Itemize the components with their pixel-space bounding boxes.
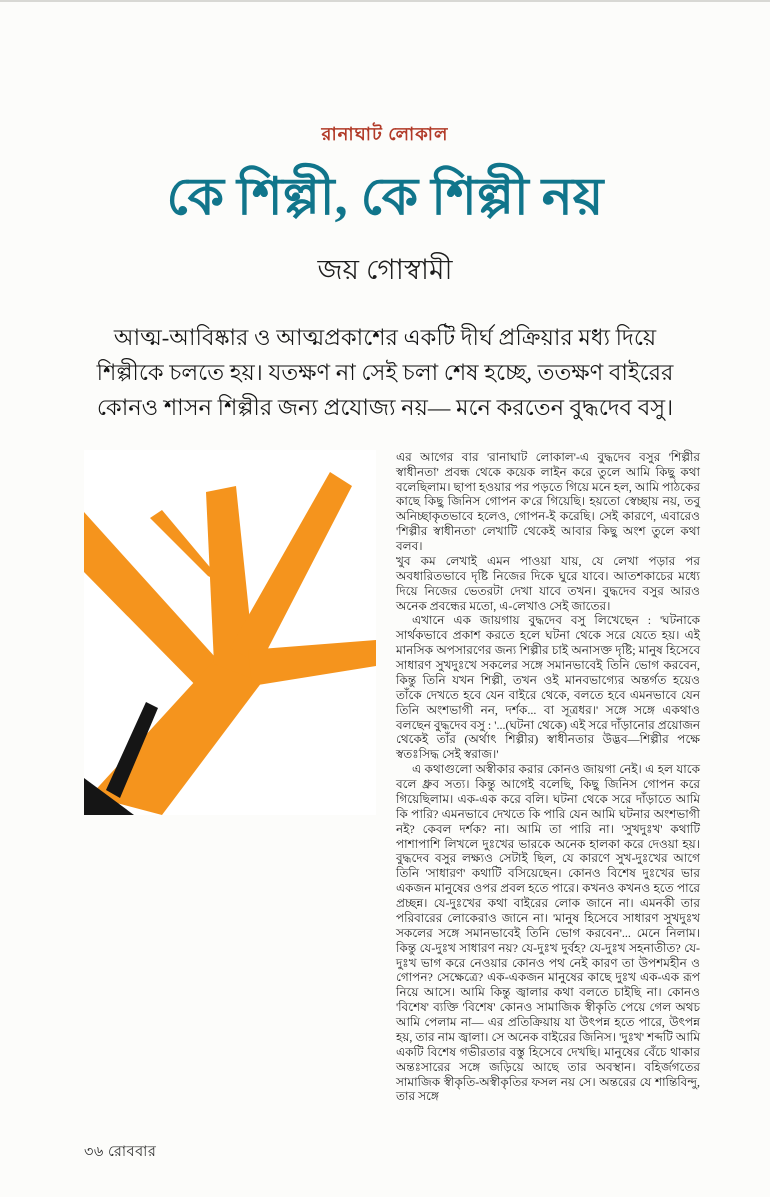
paragraph: এখানে এক জায়গায় বুদ্ধদেব বসু লিখেছেন : 'ঘটনাকে সার্থকভাবে প্রকাশ করতে হলে ঘটনা থেকে সরে যেতে হয়। এই মানসিক অপসারণের জন্য শিল্পীর চাই অনাসক্ত দৃষ্টি; মানুষ হিসেবে সাধারণ সুখদুঃখে সকলের সঙ্গে সমানভাবেই তিনি ভোগ করবেন, কিন্তু তিনি যখন শিল্পী, তখন ওই মানবভাগ্যের অন্তর্গত হয়েও তাঁকে দেখতে হবে যেন বাইরে থেকে, বলতে হবে এমনভাবে যেন তিনি অংশভাগী নন, দর্শক... বা সূত্রধর।' সঙ্গে সঙ্গে একথাও বলছেন বুদ্ধদেব বসু : '...(ঘটনা থেকে) এই সরে দাঁড়ানোর প্রয়োজন থেকেই তাঁর (অর্থাৎ শিল্পীর) স্বাধীনতার উদ্ভব—শিল্পীর পক্ষে স্বতঃসিদ্ধ সেই স্বরাজ।' (396, 613, 700, 762)
masthead (0, 2, 770, 426)
paragraph: এ কথাগুলো অস্বীকার করার কোনও জায়গা নেই। এ হল যাকে বলে ধ্রুব সত্য। কিন্তু আগেই বলেছি, কিছু জিনিস গোপন করে গিয়েছিলাম। এক-এক করে বলি। ঘটনা থেকে সরে দাঁড়াতে আমি কি পারি? এমনভাবে দেখতে কি পারি যেন আমি ঘটনার অংশভাগী নই? কেবল দর্শক? না। আমি তা পারি না। 'সুখদুঃখ' কথাটি পাশাপাশি লিখলে দুঃখের ভারকে অনেক হালকা করে দেওয়া হয়। বুদ্ধদেব বসুর লক্ষ্যও সেটাই ছিল, যে কারণে সুখ-দুঃখের আগে তিনি 'সাধারণ' কথাটি বসিয়েছেন। কোনও বিশেষ দুঃখের ভার একজন মানুষের ওপর প্রবল হতে পারে। কখনও কখনও হতে পারে প্রচ্ছন্ন। যে-দুঃখের কথা বাইরের লোক জানে না। এমনকী তার পরিবারের লোকেরাও জানে না। 'মানুষ হিসেবে সাধারণ সুখদুঃখ সকলের সঙ্গে সমানভাবেই তিনি ভোগ করবেন'... মেনে নিলাম। কিন্তু যে-দুঃখ সাধারণ নয়? যে-দুঃখ দুর্বহ? যে-দুঃখ সহনাতীত? যে-দুঃখ ভাগ করে নেওয়ার কোনও পথ নেই কারণ তা উপশমহীন ও গোপন? সেক্ষেত্রে? এক-একজন মানুষের কাছে দুঃখ এক-এক রূপ নিয়ে আসে। আমি কিন্তু জ্বালার কথা বলতে চাইছি না। কোনও 'বিশেষ' ব্যক্তি 'বিশেষ' কোনও সামাজিক স্বীকৃতি পেয়ে গেল অথচ আমি পেলাম না— এর প্রতিক্রিয়ায় যা উৎপন্ন হতে পারে, উৎপন্ন হয়, তার নাম জ্বালা। সে অনেক বাইরের জিনিস। 'দুঃখ' শব্দটি আমি একটি বিশেষ গভীরতার বস্তু হিসেবে দেখছি। মানুষের বেঁচে থাকার অন্তঃসারের সঙ্গে জড়িয়ে আছে তার অবস্থান। বহির্জগতের সামাজিক স্বীকৃতি-অস্বীকৃতির ফসল নয় সে। অন্তরের যে শান্তিবিন্দু, তার সঙ্গে (396, 762, 700, 1104)
orange-tree-branches-icon (84, 450, 376, 815)
illustration-column (84, 450, 376, 815)
author-byline: জয় গোস্বামী (317, 255, 453, 287)
section-kicker: রানাঘাট লোকাল (321, 124, 449, 144)
lede-paragraph: আত্ম-আবিষ্কার ও আত্মপ্রকাশের একটি দীর্ঘ প্রক্রিয়ার মধ্য দিয়ে শিল্পীকে চলতে হয়। যতক্ষণ না সেই চলা শেষ হচ্ছে, ততক্ষণ বাইরের কোনও শাসন শিল্পীর জন্য প্রযোজ্য নয়— মনে করতেন বুদ্ধদেব বসু। (96, 325, 674, 420)
article-body (0, 426, 770, 1105)
paragraph: এর আগের বার 'রানাঘাট লোকাল'-এ বুদ্ধদেব বসুর 'শিল্পীর স্বাধীনতা' প্রবন্ধ থেকে কয়েক লাইন করে তুলে আমি কিছু কথা বলেছিলাম। ছাপা হওয়ার পর পড়তে গিয়ে মনে হল, আমি পাঠকের কাছে কিছু জিনিস গোপন ক'রে গিয়েছি। হয়তো স্বেচ্ছায় নয়, তবু অনিচ্ছাকৃতভাবে হলেও, গোপন-ই করেছি। সেই কারণে, এবারেও 'শিল্পীর স্বাধীনতা' লেখাটি থেকেই আবার কিছু অংশ তুলে কথা বলব। (396, 449, 700, 554)
paragraph: খুব কম লেখাই এমন পাওয়া যায়, যে লেখা পড়ার পর অবধারিতভাবে দৃষ্টি নিজের দিকে ঘুরে যাবে। আতশকাচের মধ্যে দিয়ে নিজের ভেতরটা দেখা যাবে তখন। বুদ্ধদেব বসুর আরও অনেক প্রবন্ধের মতো, এ-লেখাও সেই জাতের। (396, 553, 700, 613)
tree-illustration (84, 450, 376, 815)
text-column (396, 450, 700, 1105)
page-number-footer: ৩৬ রোববার (84, 1144, 157, 1160)
article-title: কে শিল্পী, কে শিল্পী নয় (166, 169, 604, 226)
